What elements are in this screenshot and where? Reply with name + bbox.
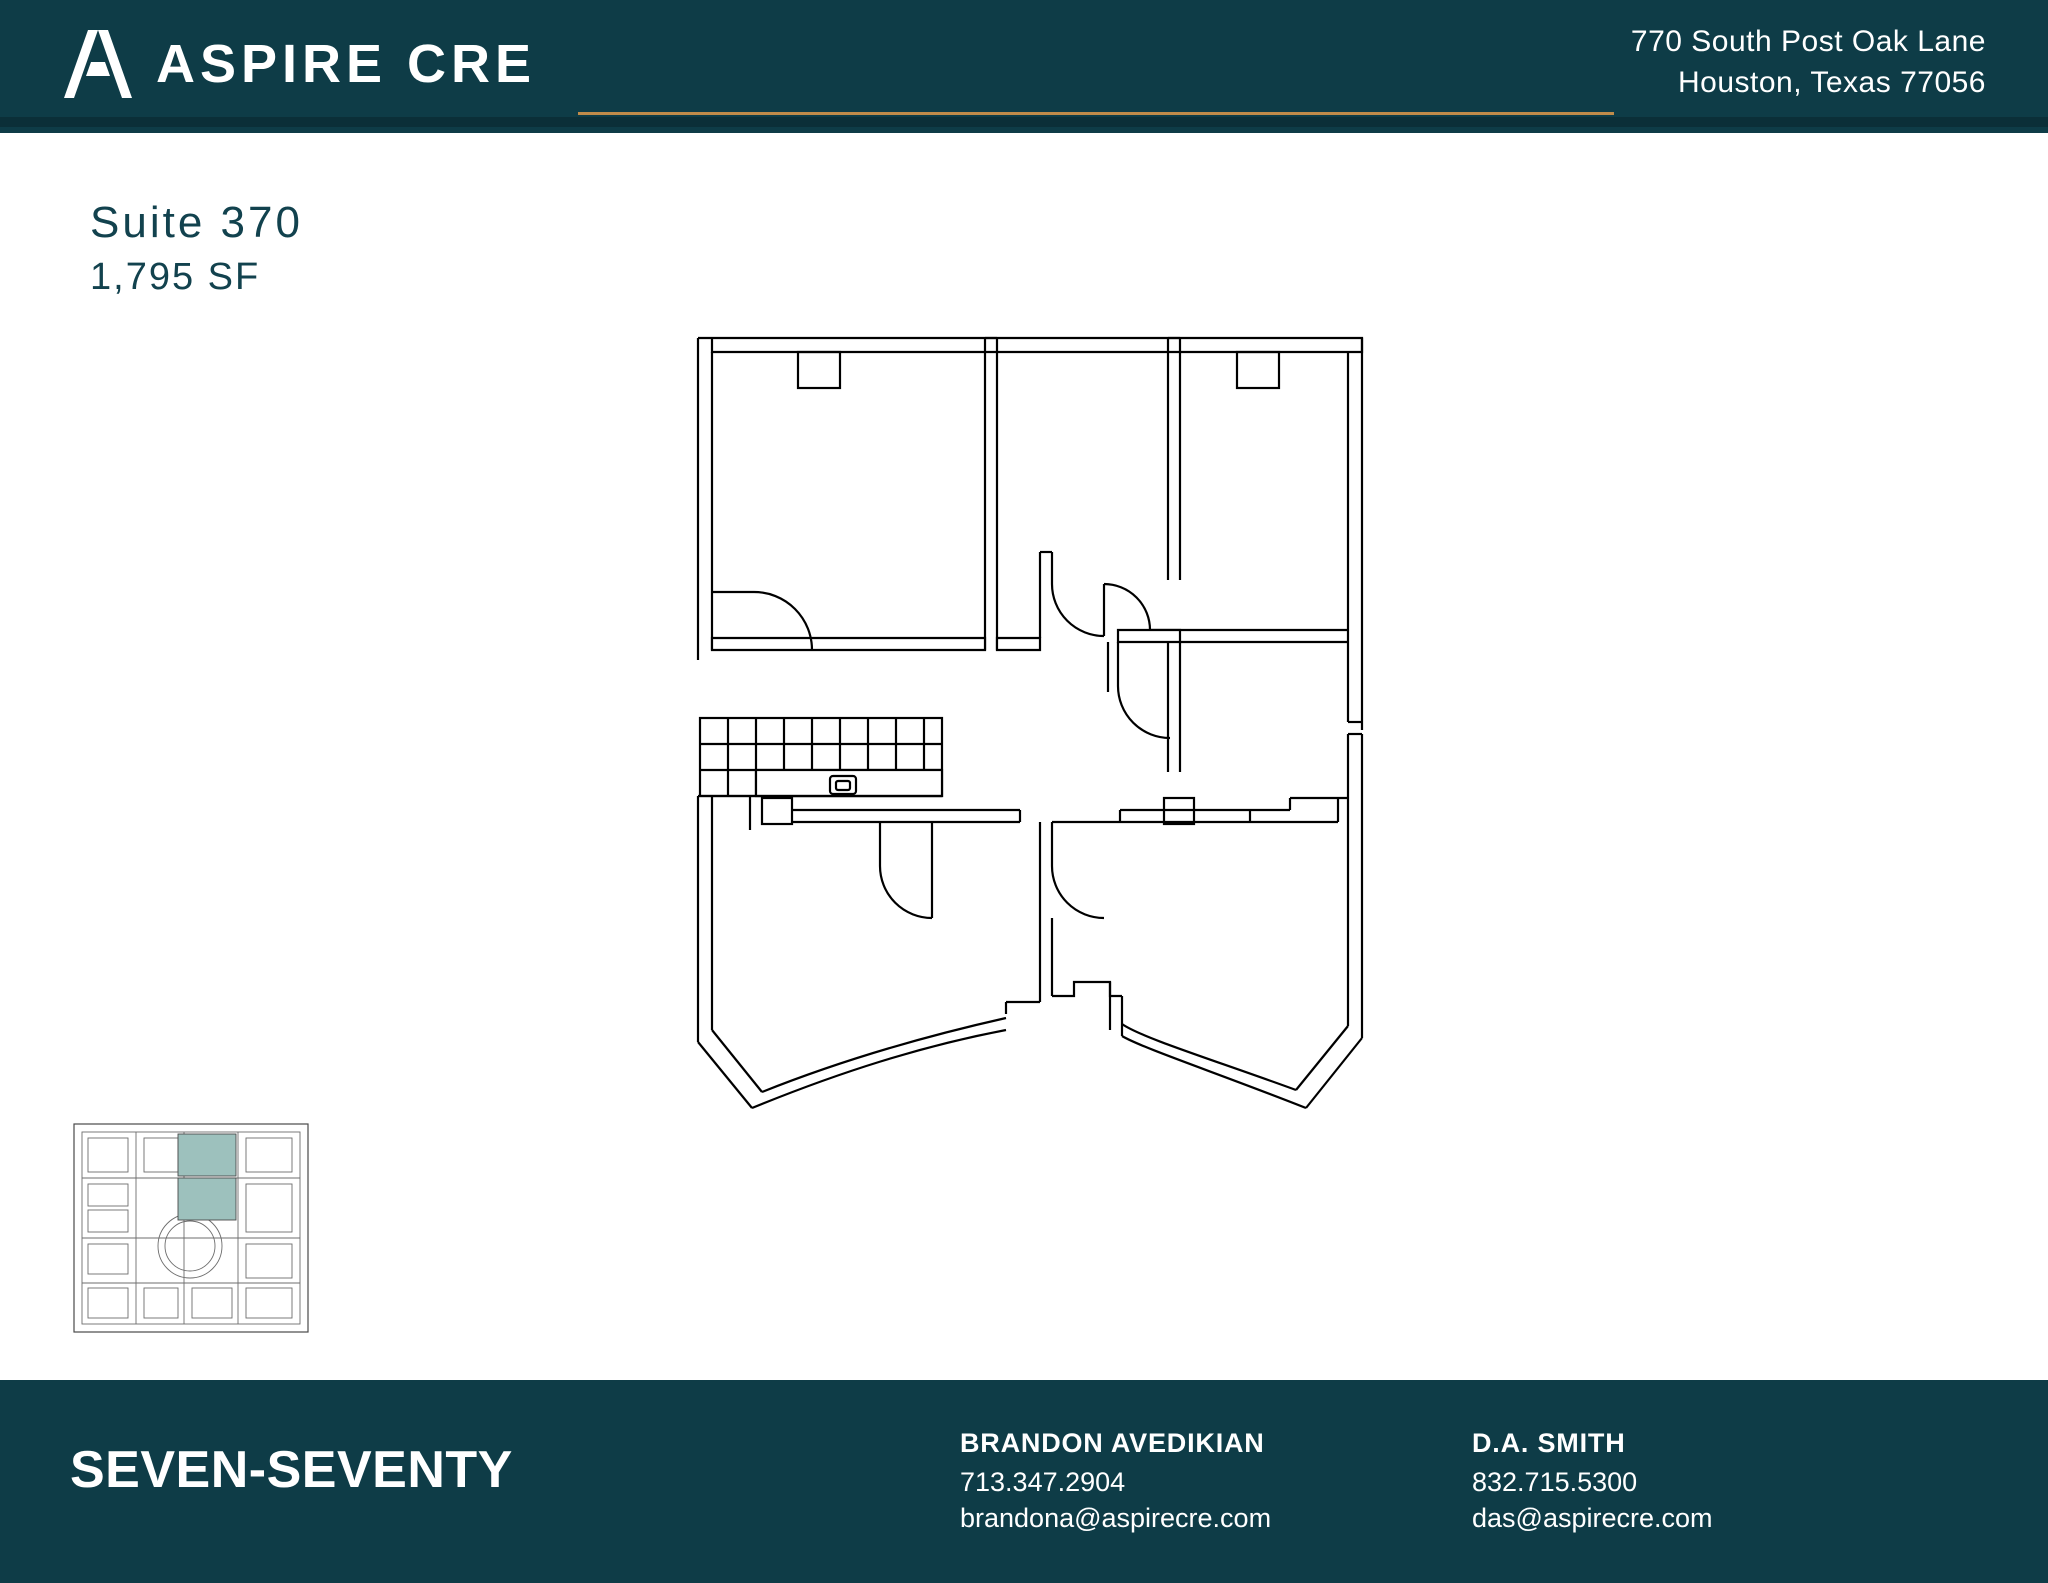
address-line-1: 770 South Post Oak Lane xyxy=(1630,25,1986,58)
header-address xyxy=(1631,22,1986,103)
suite-area: 1,795 SF xyxy=(90,256,261,298)
building-name: SEVEN-SEVENTY xyxy=(70,1441,513,1499)
key-plan xyxy=(66,1118,316,1338)
contact-name: D.A. SMITH xyxy=(1472,1428,1626,1458)
contact-email[interactable]: das@aspirecre.com xyxy=(1472,1503,1713,1534)
brand-lockup xyxy=(58,28,536,100)
brand-name: ASPIRE CRE xyxy=(156,34,537,94)
floor-plan-drawing xyxy=(690,330,1390,1250)
page-header xyxy=(0,0,2048,133)
contact-da-smith xyxy=(1472,1428,1713,1537)
header-bottom-band xyxy=(0,117,2048,127)
contact-phone[interactable]: 713.347.2904 xyxy=(960,1467,1126,1497)
aspire-a-logo-icon xyxy=(58,28,138,100)
page-footer xyxy=(0,1380,2048,1583)
page-title: Suite 370 xyxy=(90,198,303,247)
contact-name: BRANDON AVEDIKIAN xyxy=(960,1428,1265,1458)
contact-phone[interactable]: 832.715.5300 xyxy=(1472,1467,1638,1497)
address-line-2: Houston, Texas 77056 xyxy=(1678,65,1986,99)
contact-email[interactable]: brandona@aspirecre.com xyxy=(960,1503,1272,1534)
contact-brandon-avedikian xyxy=(960,1428,1271,1537)
header-accent-rule xyxy=(578,112,1614,115)
